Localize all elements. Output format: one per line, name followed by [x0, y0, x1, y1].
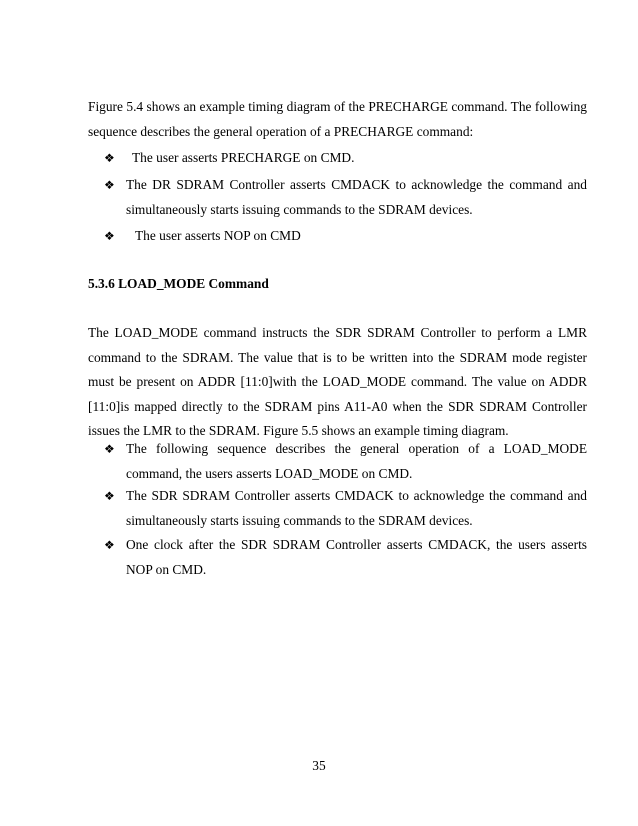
section-heading: 5.3.6 LOAD_MODE Command	[88, 276, 269, 291]
load-mode-paragraph: The LOAD_MODE command instructs the SDR SDRAM Controller to perform a LMR command to the SDRAM. The value that is to be written into the SDRAM mode register must be present on ADDR [11:0]with the LOAD_MODE command. The value on ADDR [11:0]is mapped directly to the SDRAM pins A11-A0 when the SDR SDRAM Controller issues the LMR to the SDRAM. Figure 5.5 shows an example timing diagram.	[88, 325, 587, 438]
load-mode-step-3: One clock after the SDR SDRAM Controller asserts CMDACK, the users asserts NOP on CMD.	[126, 537, 587, 577]
load-mode-step-2: The SDR SDRAM Controller asserts CMDACK to acknowledge the command and simultaneously starts issuing commands to the SDRAM devices.	[126, 488, 587, 528]
precharge-step-3: The user asserts NOP on CMD	[135, 228, 301, 243]
intro-paragraph: Figure 5.4 shows an example timing diagram of the PRECHARGE command. The following sequence describes the general operation of a PRECHARGE command:	[88, 99, 587, 139]
diamond-bullet-icon: ❖	[104, 178, 115, 192]
precharge-step-1: The user asserts PRECHARGE on CMD.	[132, 150, 355, 165]
diamond-bullet-icon: ❖	[104, 442, 115, 456]
diamond-bullet-icon: ❖	[104, 229, 115, 243]
precharge-step-2: The DR SDRAM Controller asserts CMDACK to acknowledge the command and simultaneously starts issuing commands to the SDRAM devices.	[126, 177, 587, 217]
diamond-bullet-icon: ❖	[104, 151, 115, 165]
load-mode-step-1: The following sequence describes the general operation of a LOAD_MODE command, the users asserts LOAD_MODE on CMD.	[126, 441, 587, 481]
diamond-bullet-icon: ❖	[104, 489, 115, 503]
diamond-bullet-icon: ❖	[104, 538, 115, 552]
page-number: 35	[312, 758, 326, 773]
